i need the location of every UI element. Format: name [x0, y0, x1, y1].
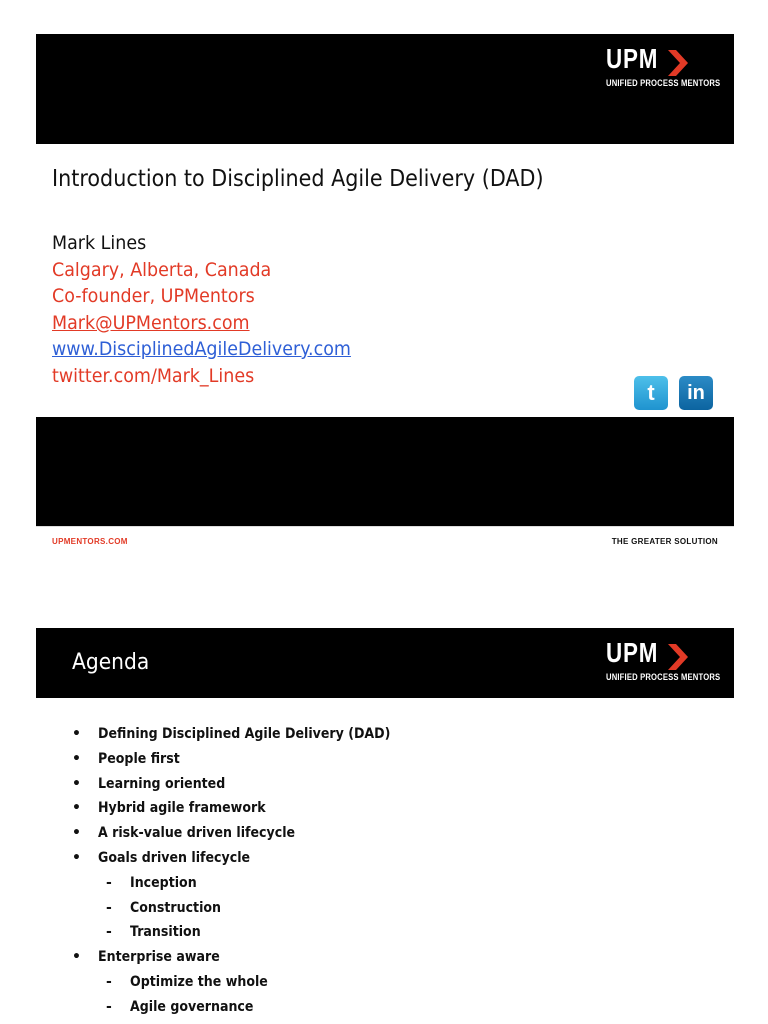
agenda-item [62, 722, 423, 747]
agenda-item [62, 821, 423, 846]
chevron-right-icon [666, 644, 690, 670]
agenda-item-text: Learning oriented [98, 775, 226, 792]
footer-website: UPMENTORS.COM [52, 537, 128, 546]
presenter-role: Co-founder, UPMentors [52, 285, 255, 307]
agenda-item-text: Agile governance [130, 998, 254, 1015]
agenda-item [62, 747, 423, 772]
twitter-icon[interactable]: t [634, 376, 668, 410]
agenda-item [62, 945, 423, 970]
agenda-item-text: People first [98, 750, 180, 767]
agenda-list [62, 722, 423, 1020]
agenda-item-text: Optimize the whole [130, 973, 268, 990]
agenda-item-text: Construction [130, 899, 222, 916]
slide-title: Introduction to Disciplined Agile Delivery (DAD) [52, 166, 544, 192]
slide-title: Agenda [72, 650, 150, 675]
agenda-item-text: Defining Disciplined Agile Delivery (DAD) [98, 726, 391, 742]
title-slide [36, 34, 734, 558]
slide-footer [36, 526, 734, 558]
agenda-subitem [62, 896, 423, 921]
agenda-subitem [62, 995, 423, 1020]
agenda-subitem [62, 871, 423, 896]
website-link[interactable]: www.DisciplinedAgileDelivery.com [52, 338, 351, 360]
agenda-item-text: A risk-value driven lifecycle [98, 825, 296, 842]
email-link[interactable]: Mark@UPMentors.com [52, 311, 250, 334]
chevron-right-icon [666, 50, 690, 76]
upm-logo [606, 636, 721, 688]
agenda-subitem [62, 970, 423, 995]
logo-tagline: UNIFIED PROCESS MENTORS [606, 672, 721, 682]
presenter-name: Mark Lines [52, 232, 147, 254]
agenda-item-text: Inception [130, 874, 197, 891]
logo-text: UPM [606, 43, 659, 74]
agenda-item [62, 772, 423, 797]
agenda-item [62, 846, 423, 871]
linkedin-icon[interactable]: in [679, 376, 713, 410]
upm-logo [606, 42, 721, 94]
logo-text: UPM [606, 637, 659, 668]
agenda-subitem [62, 920, 423, 945]
footer-slogan: THE GREATER SOLUTION [611, 537, 718, 546]
agenda-slide [36, 628, 734, 1024]
logo-tagline: UNIFIED PROCESS MENTORS [606, 78, 721, 88]
agenda-item-text: Enterprise aware [98, 949, 220, 966]
agenda-item-text: Hybrid agile framework [98, 800, 266, 817]
agenda-item-text: Transition [130, 924, 201, 941]
presenter-info [52, 230, 377, 389]
agenda-item-text: Goals driven lifecycle [98, 849, 251, 866]
presenter-location: Calgary, Alberta, Canada [52, 258, 272, 281]
twitter-handle: twitter.com/Mark_Lines [52, 364, 255, 387]
agenda-item [62, 796, 423, 821]
bottom-bar [36, 417, 734, 526]
